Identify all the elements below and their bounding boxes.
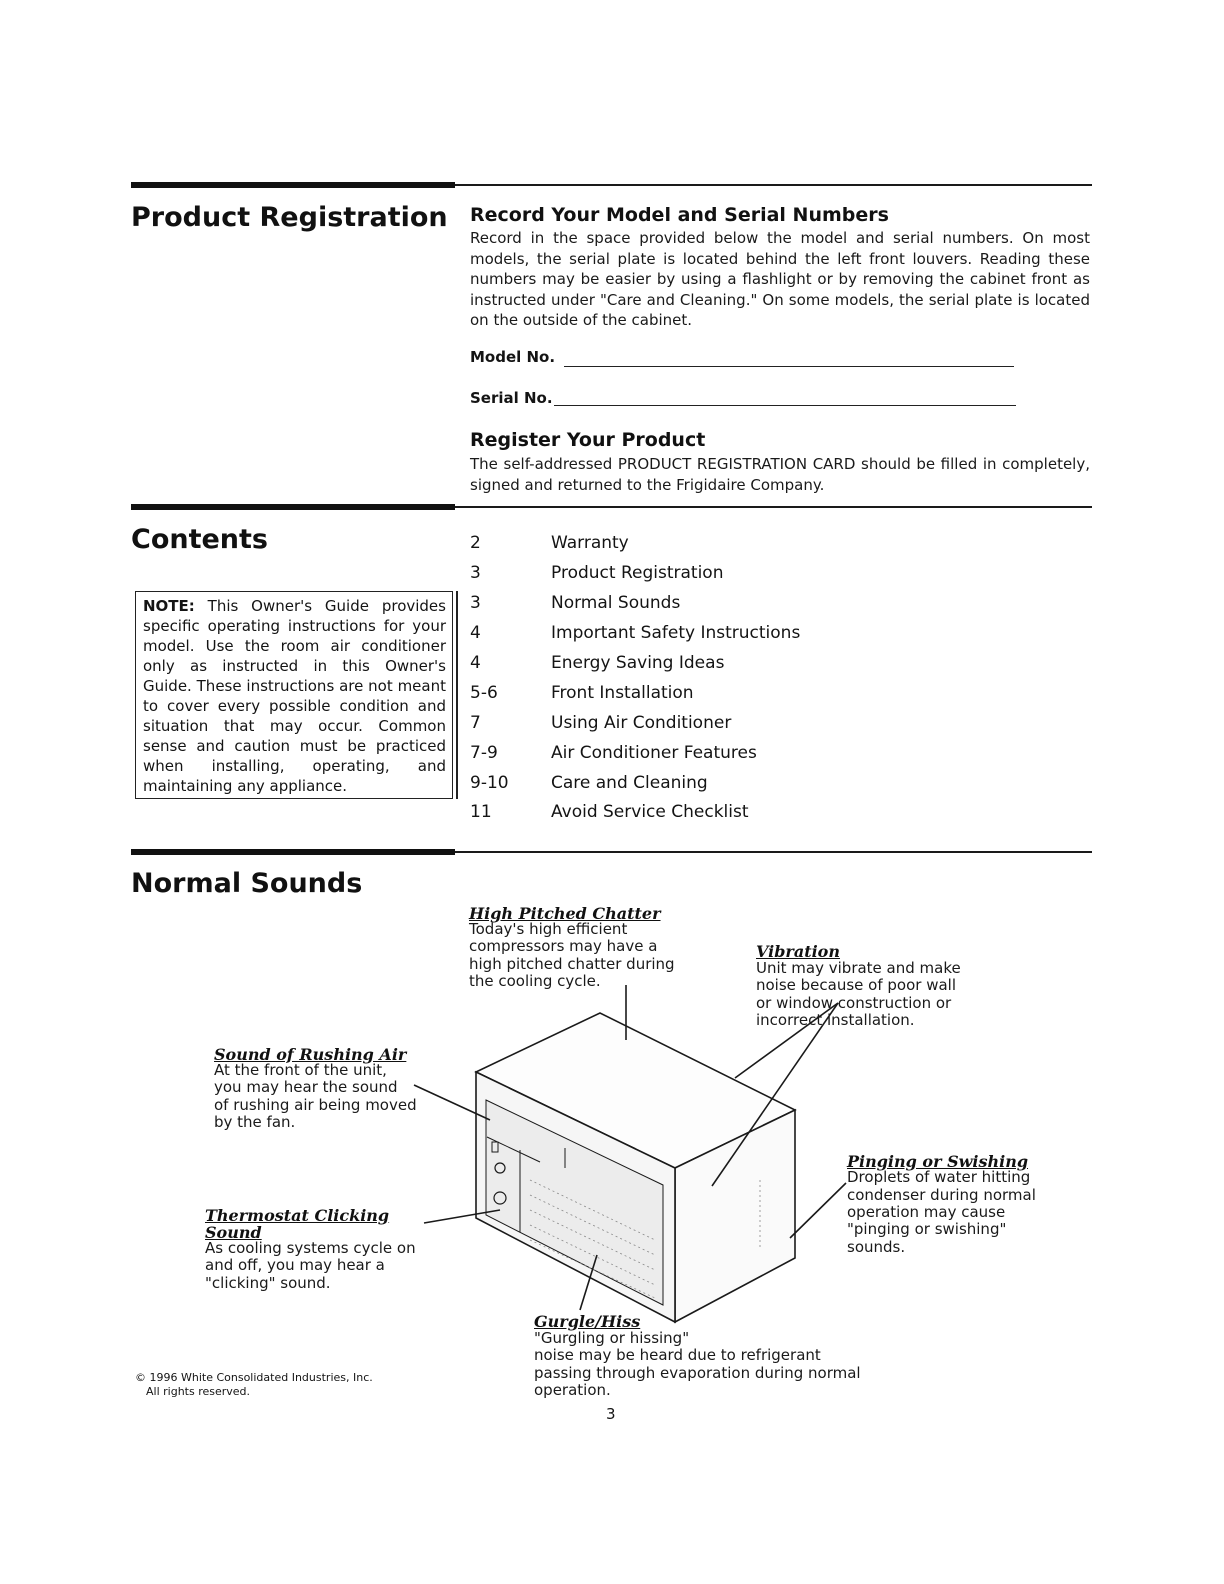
toc-title: Energy Saving Ideas bbox=[551, 653, 725, 673]
rushing-air-line: by the fan. bbox=[214, 1113, 296, 1131]
toc-title: Product Registration bbox=[551, 563, 724, 583]
pinging-line: condenser during normal bbox=[847, 1186, 1036, 1204]
toc-title: Avoid Service Checklist bbox=[551, 802, 749, 822]
pinging-line: operation may cause bbox=[847, 1203, 1006, 1221]
toc-page: 7 bbox=[470, 713, 481, 733]
toc-page: 9-10 bbox=[470, 773, 509, 793]
note-text: This Owner's Guide provides specific operating instructions for your model. Use the room air conditioner only as instructed in this Owner's Guide. These instructions are not meant to cover every possible condition and situation that may occur. Common sense and caution must be practiced when installing, operating, and maintaining any appliance. bbox=[143, 597, 446, 795]
copyright-line: © 1996 White Consolidated Industries, Inc. bbox=[135, 1371, 373, 1384]
high-pitched-title: High Pitched Chatter bbox=[469, 904, 661, 923]
vibration-line: incorrect installation. bbox=[756, 1011, 915, 1029]
gurgle-line: "Gurgling or hissing" bbox=[534, 1329, 690, 1347]
toc-title: Front Installation bbox=[551, 683, 694, 703]
high-pitched-line: high pitched chatter during bbox=[469, 955, 675, 973]
register-heading: Register Your Product bbox=[470, 429, 706, 451]
toc-title: Warranty bbox=[551, 533, 629, 553]
serial-label: Serial No. bbox=[470, 389, 553, 407]
sounds-title: Normal Sounds bbox=[131, 868, 363, 899]
thermostat-line: "clicking" sound. bbox=[205, 1274, 331, 1292]
contents-title: Contents bbox=[131, 524, 269, 555]
pinging-line: Droplets of water hitting bbox=[847, 1168, 1031, 1186]
vibration-line: or window construction or bbox=[756, 994, 952, 1012]
gurgle-line: operation. bbox=[534, 1381, 611, 1399]
pinging-line: sounds. bbox=[847, 1238, 906, 1256]
gurgle-line: noise may be heard due to refrigerant bbox=[534, 1346, 821, 1364]
high-pitched-line: Today's high efficient bbox=[469, 920, 628, 938]
thermostat-title: Thermostat Clicking bbox=[205, 1206, 390, 1225]
toc-title: Important Safety Instructions bbox=[551, 623, 801, 643]
rushing-air-title: Sound of Rushing Air bbox=[214, 1045, 407, 1064]
toc-title: Using Air Conditioner bbox=[551, 713, 732, 733]
pinging-line: "pinging or swishing" bbox=[847, 1220, 1007, 1238]
record-heading: Record Your Model and Serial Numbers bbox=[470, 204, 889, 226]
toc-title: Care and Cleaning bbox=[551, 773, 708, 793]
toc-page: 3 bbox=[470, 563, 481, 583]
vibration-title: Vibration bbox=[756, 942, 840, 961]
toc-page: 2 bbox=[470, 533, 481, 553]
toc-page: 4 bbox=[470, 653, 481, 673]
toc-page: 11 bbox=[470, 802, 492, 822]
registration-title: Product Registration bbox=[131, 202, 448, 233]
register-body: The self-addressed PRODUCT REGISTRATION CARD should be filled in completely, signed and returned to the Frigidaire Company. bbox=[470, 455, 1090, 494]
rushing-air-line: of rushing air being moved bbox=[214, 1096, 417, 1114]
thermostat-line: As cooling systems cycle on bbox=[205, 1239, 416, 1257]
gurgle-line: passing through evaporation during normal bbox=[534, 1364, 861, 1382]
leader-pinging bbox=[790, 1183, 846, 1238]
toc-title: Normal Sounds bbox=[551, 593, 681, 613]
pinging-title: Pinging or Swishing bbox=[847, 1152, 1029, 1171]
record-body: Record in the space provided below the model and serial numbers. On most models, the serial plate is located behind the left front louvers. Reading these numbers may be easier by using a flashlight or by removing the cabinet front as instructed under "Care and Cleaning." On some models, the serial plate is located on the outside of the cabinet. bbox=[470, 229, 1090, 329]
toc-page: 3 bbox=[470, 593, 481, 613]
toc-page: 5-6 bbox=[470, 683, 498, 703]
toc-page: 7-9 bbox=[470, 743, 498, 763]
note-label: NOTE: bbox=[143, 597, 195, 615]
model-label: Model No. bbox=[470, 348, 556, 366]
toc-title: Air Conditioner Features bbox=[551, 743, 757, 763]
rushing-air-line: At the front of the unit, bbox=[214, 1061, 387, 1079]
rushing-air-line: you may hear the sound bbox=[214, 1078, 398, 1096]
vibration-line: noise because of poor wall bbox=[756, 976, 957, 994]
high-pitched-line: compressors may have a bbox=[469, 937, 658, 955]
thermostat-line: and off, you may hear a bbox=[205, 1256, 385, 1274]
vibration-line: Unit may vibrate and make bbox=[756, 959, 961, 977]
high-pitched-line: the cooling cycle. bbox=[469, 972, 601, 990]
thermostat-title-cont: Sound bbox=[205, 1223, 262, 1242]
copyright-line: All rights reserved. bbox=[146, 1385, 251, 1398]
gurgle-title: Gurgle/Hiss bbox=[534, 1312, 641, 1331]
page-number: 3 bbox=[606, 1405, 616, 1423]
toc-page: 4 bbox=[470, 623, 481, 643]
